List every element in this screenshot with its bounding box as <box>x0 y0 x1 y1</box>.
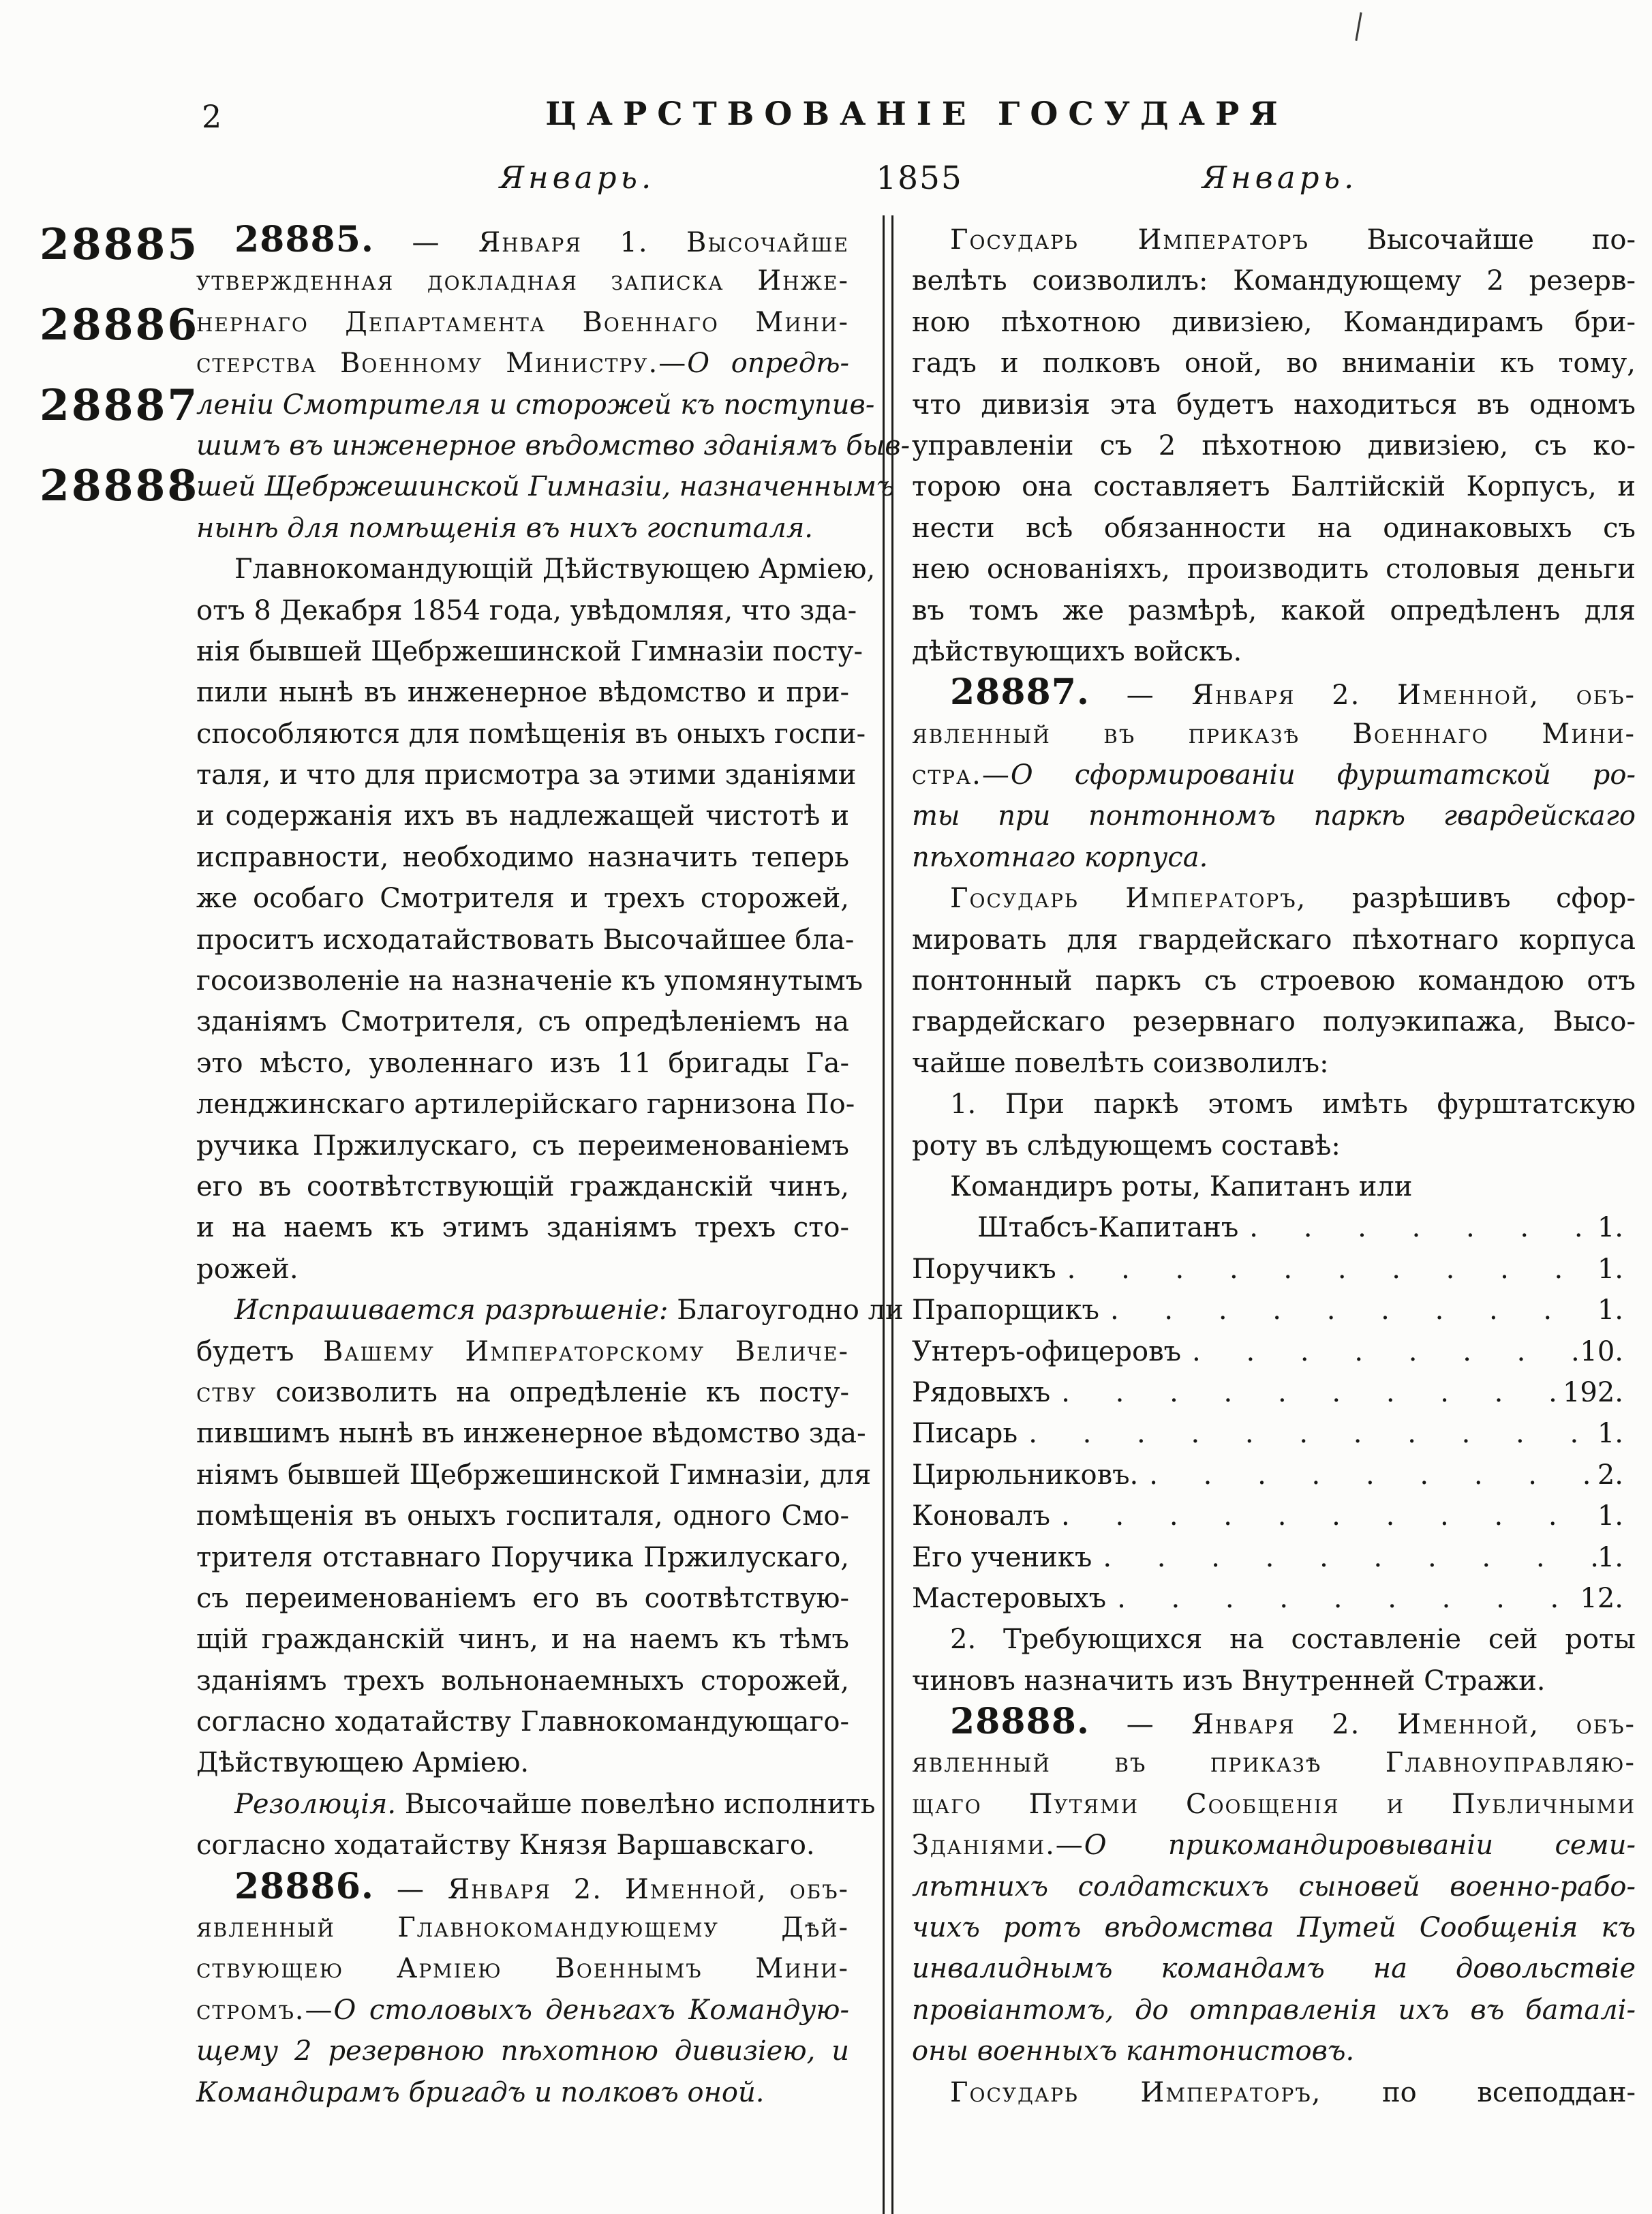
dot-leader <box>1056 1249 1597 1290</box>
text-line <box>196 960 863 1001</box>
text-segment: шимъ въ инженерное вѣдомство зданіямъ быв- <box>196 429 911 461</box>
text-line <box>196 1907 849 1948</box>
text-line <box>912 1784 1636 1825</box>
text-line <box>196 425 911 466</box>
text-segment: торою она составляетъ Балтійскій Корпусъ, и <box>912 471 1636 503</box>
text-line <box>196 1701 849 1742</box>
text-line <box>196 1166 849 1207</box>
month-label-right: Январь. <box>1202 160 1358 196</box>
text-segment: Испрашивается разрѣшеніе: <box>234 1294 669 1326</box>
text-segment: по всеподдан- <box>1321 2076 1636 2108</box>
text-segment: зданіямъ Смотрителя, съ опредѣленіемъ на <box>196 1006 849 1038</box>
text-line <box>196 1413 866 1454</box>
text-segment: Прапорщикъ <box>912 1294 1099 1326</box>
text-line <box>196 508 849 549</box>
text-line <box>196 1496 849 1536</box>
text-segment: мировать для гвардейскаго пѣхотнаго корпуса <box>912 924 1636 956</box>
text-segment: роту въ слѣдующемъ составѣ: <box>912 1129 1341 1162</box>
text-line <box>912 1001 1636 1042</box>
text-segment: что дивизія эта будетъ находиться въ одномъ <box>912 389 1636 421</box>
text-line <box>912 1619 1636 1660</box>
text-line <box>912 1207 1636 1248</box>
text-line <box>196 672 849 713</box>
text-segment: леніи Смотрителя и сторожей къ поступив- <box>196 389 875 421</box>
text-segment: и на наемъ къ этимъ зданіямъ трехъ сто- <box>196 1212 849 1244</box>
row-value: 1. <box>1597 1253 1623 1285</box>
text-segment: нынѣ для помѣщенія въ нихъ госпиталя. <box>196 512 814 544</box>
margin-numbers <box>40 219 200 511</box>
dot-leader <box>1138 1455 1597 1496</box>
text-line <box>196 1537 849 1578</box>
row-value: 1. <box>1597 1418 1623 1450</box>
text-segment: Штабсъ-Капитанъ <box>977 1212 1239 1244</box>
text-segment: Высочайше повелѣно исполнить <box>396 1788 876 1820</box>
text-line <box>196 755 857 795</box>
text-line <box>196 2031 849 2072</box>
text-segment: помѣщенія въ оныхъ госпиталя, одного Смо- <box>196 1500 849 1532</box>
text-segment: Вашему Императорскому Величе- <box>323 1335 849 1367</box>
text-line <box>196 1331 849 1372</box>
text-line <box>196 2072 849 2113</box>
text-line <box>912 1166 1636 1207</box>
text-segment: Унтеръ-офицеровъ <box>912 1335 1182 1367</box>
left-column <box>196 219 911 2113</box>
row-value: 1. <box>1597 1500 1623 1532</box>
text-line <box>196 837 849 878</box>
text-segment: — Января 2. Именной, объ- <box>374 1873 849 1905</box>
text-line <box>196 219 849 260</box>
text-line <box>912 755 1636 795</box>
dot-leader <box>1181 1331 1580 1372</box>
text-line <box>912 1866 1636 1907</box>
dot-leader <box>1018 1413 1597 1454</box>
text-segment: — Января 2. Именной, объ- <box>1090 680 1636 712</box>
running-title: ЦАРСТВОВАНІЕ ГОСУДАРЯ <box>545 95 1288 133</box>
row-value: 1. <box>1597 1294 1623 1326</box>
text-segment: согласно ходатайству Главнокомандующаго- <box>196 1706 849 1738</box>
page-number: 2 <box>202 98 222 135</box>
text-segment: нести всѣ обязанности на одинаковыхъ съ <box>912 512 1636 544</box>
text-segment: пѣхотнаго корпуса. <box>912 841 1208 873</box>
text-segment: Резолюція. <box>234 1788 397 1820</box>
text-line <box>196 1290 904 1331</box>
text-segment: явленный въ приказѣ Главноуправляю- <box>912 1747 1636 1779</box>
text-segment: О опредѣ- <box>687 348 849 380</box>
text-segment: Высочайше по- <box>1309 224 1636 256</box>
column-divider <box>883 215 893 2214</box>
text-line <box>196 1455 872 1496</box>
text-line <box>912 466 1636 507</box>
text-segment: Писарь <box>912 1418 1018 1450</box>
text-segment: дѣйствующихъ войскъ. <box>912 635 1242 667</box>
text-segment: явленный Главнокомандующему Дѣй- <box>196 1912 849 1944</box>
text-segment: — Января 1. Высочайше <box>374 227 849 258</box>
text-line <box>196 714 866 755</box>
text-line <box>912 219 1636 260</box>
text-segment: оны военныхъ кантонистовъ. <box>912 2035 1355 2067</box>
text-line <box>196 1784 876 1825</box>
text-line <box>196 795 849 836</box>
text-line <box>912 302 1636 343</box>
text-segment: гвардейскаго резервнаго полуэкипажа, Высо- <box>912 1006 1636 1038</box>
margin-article-number: 28886 <box>40 299 200 350</box>
text-line <box>196 1372 849 1413</box>
text-segment: его въ соотвѣтствующій гражданскій чинъ, <box>196 1170 849 1202</box>
text-line <box>912 343 1636 384</box>
text-segment: ручика Пржилускаго, съ переименованіемъ <box>196 1129 849 1162</box>
text-segment: стерства Военному Министру.— <box>196 348 688 380</box>
text-line <box>912 631 1636 672</box>
text-segment: утвержденная докладная записка Инже- <box>196 265 849 297</box>
text-segment: нею основаніяхъ, производить столовыя деньги <box>912 554 1636 586</box>
text-line <box>912 1331 1636 1372</box>
text-line <box>912 1455 1636 1496</box>
text-segment: лѣтнихъ солдатскихъ сыновей военно-рабо- <box>912 1870 1636 1902</box>
text-segment: и содержанія ихъ въ надлежащей чистотѣ и <box>196 800 849 832</box>
text-segment: госоизволеніе на назначеніе къ упомянутымъ <box>196 965 863 997</box>
text-segment: же особаго Смотрителя и трехъ сторожей, <box>196 883 849 915</box>
text-segment: 28888. <box>950 1701 1090 1743</box>
text-line <box>912 1578 1636 1619</box>
text-segment: Зданіями.— <box>912 1830 1084 1862</box>
text-segment: щаго Путями Сообщенія и Публичными <box>912 1788 1636 1820</box>
text-segment: Поручикъ <box>912 1253 1056 1285</box>
text-segment: Рядовыхъ <box>912 1376 1051 1408</box>
text-line <box>196 1084 855 1125</box>
text-segment: способляются для помѣщенія въ оныхъ госпи- <box>196 718 866 750</box>
text-segment: ству <box>196 1376 257 1408</box>
text-line <box>196 1948 849 1989</box>
text-segment: О прикомандировываніи семи- <box>1084 1830 1636 1862</box>
text-segment: исправности, необходимо назначить теперь <box>196 841 849 873</box>
text-segment: Государь Императоръ, <box>950 883 1307 915</box>
text-segment: съ переименованіемъ его въ соотвѣтствую- <box>196 1582 849 1614</box>
text-line <box>912 1990 1636 2031</box>
text-segment: будетъ <box>196 1335 323 1367</box>
text-line <box>196 920 855 960</box>
text-line <box>196 1825 849 1866</box>
text-segment: явленный въ приказѣ Военнаго Мини- <box>912 718 1636 750</box>
text-line <box>912 1084 1636 1125</box>
text-line <box>196 631 863 672</box>
text-segment: соизволить на опредѣленіе къ посту- <box>256 1376 849 1408</box>
text-segment: согласно ходатайству Князя Варшавскаго. <box>196 1830 815 1862</box>
text-line <box>912 837 1636 878</box>
text-line <box>912 1290 1636 1331</box>
text-line <box>912 2072 1636 2113</box>
text-segment: управленіи съ 2 пѣхотною дивизіею, съ ко- <box>912 429 1636 461</box>
text-segment: 28887. <box>950 671 1090 714</box>
text-line <box>912 1043 1636 1084</box>
text-line <box>912 1413 1636 1454</box>
text-segment: 28885. <box>234 219 375 260</box>
text-line <box>912 1125 1636 1166</box>
text-segment: Благоугодно ли <box>668 1294 904 1326</box>
margin-article-number: 28887 <box>40 380 200 430</box>
dot-leader <box>1050 1496 1597 1536</box>
text-line <box>912 590 1636 631</box>
text-segment: стромъ.— <box>196 1994 334 2026</box>
text-segment: въ томъ же размѣрѣ, какой опредѣленъ для <box>912 594 1636 626</box>
text-line <box>912 1742 1636 1783</box>
row-value: 1. <box>1597 1212 1623 1244</box>
text-line <box>196 1660 849 1701</box>
text-line <box>196 1207 849 1248</box>
dot-leader <box>1050 1372 1563 1413</box>
text-segment: нернаго Департамента Военнаго Мини- <box>196 306 849 338</box>
text-line <box>196 1249 849 1290</box>
text-line <box>912 1907 1636 1948</box>
dot-leader <box>1092 1537 1597 1578</box>
text-line <box>912 795 1636 836</box>
text-segment: Главнокомандующій Дѣйствующею Арміею, <box>234 554 876 586</box>
text-segment: щему 2 резервною пѣхотною дивизіею, и <box>196 2035 849 2067</box>
text-line <box>912 1701 1636 1742</box>
text-segment: Цирюльниковъ. <box>912 1459 1139 1491</box>
text-segment: Командиръ роты, Капитанъ или <box>950 1170 1413 1202</box>
text-line <box>912 960 1636 1001</box>
text-segment: пившимъ нынѣ въ инженерное вѣдомство зда- <box>196 1418 866 1450</box>
text-segment: шей Щебржешинской Гимназіи, назначеннымъ <box>196 471 895 503</box>
text-segment: ленджинскаго артилерійскаго гарнизона По- <box>196 1089 855 1121</box>
text-line <box>912 878 1636 919</box>
row-value: 10. <box>1580 1335 1623 1367</box>
text-line <box>196 466 895 507</box>
text-line <box>196 549 876 590</box>
text-segment: Мастеровыхъ <box>912 1582 1107 1614</box>
text-segment: Командирамъ бригадъ и полковъ оной. <box>196 2076 765 2108</box>
scan-artifact <box>1355 12 1362 41</box>
text-segment: разрѣшивъ сфор- <box>1306 883 1636 915</box>
text-segment: 2. Требующихся на составленіе сей роты <box>950 1624 1636 1656</box>
row-value: 12. <box>1580 1582 1623 1614</box>
text-segment: чиновъ назначить изъ Внутренней Стражи. <box>912 1665 1546 1697</box>
text-segment: таля, и что для присмотра за этими зданіями <box>196 759 857 791</box>
text-segment: О сформированіи фурштатской ро- <box>1010 759 1636 791</box>
text-segment: Его ученикъ <box>912 1541 1092 1573</box>
text-line <box>912 508 1636 549</box>
dot-leader <box>1238 1207 1597 1248</box>
text-segment: 28886. <box>234 1865 375 1907</box>
text-segment: трителя отставнаго Поручика Пржилускаго, <box>196 1541 849 1573</box>
row-value: 2. <box>1597 1459 1623 1491</box>
text-line <box>196 384 875 425</box>
text-segment: зданіямъ трехъ вольнонаемныхъ сторожей, <box>196 1665 849 1697</box>
text-line <box>196 1619 849 1660</box>
text-line <box>912 1825 1636 1866</box>
text-line <box>912 714 1636 755</box>
text-line <box>196 1125 849 1166</box>
right-column <box>912 219 1636 2113</box>
text-segment: рожей. <box>196 1253 299 1285</box>
text-segment: 1. При паркѣ этомъ имѣть фурштатскую <box>950 1089 1636 1121</box>
text-line <box>912 384 1636 425</box>
row-value: 1. <box>1597 1541 1623 1573</box>
text-line <box>196 302 849 343</box>
year-label: 1855 <box>876 160 963 197</box>
text-line <box>912 920 1636 960</box>
text-line <box>912 425 1636 466</box>
dot-leader <box>1099 1290 1597 1331</box>
text-segment: отъ 8 Декабря 1854 года, увѣдомляя, что зда- <box>196 594 857 626</box>
margin-article-number: 28885 <box>40 219 200 269</box>
text-line <box>912 1537 1636 1578</box>
text-segment: щій гражданскій чинъ, и на наемъ къ тѣмъ <box>196 1624 849 1656</box>
text-line <box>196 260 849 301</box>
text-segment: — Января 2. Именной, объ- <box>1090 1709 1636 1741</box>
text-segment: ніямъ бывшей Щебржешинской Гимназіи, для <box>196 1459 872 1491</box>
text-segment: О столовыхъ деньгахъ Командую- <box>333 1994 849 2026</box>
text-line <box>912 1660 1636 1701</box>
text-line <box>196 1742 849 1783</box>
text-line <box>912 1496 1636 1536</box>
text-segment: это мѣсто, уволеннаго изъ 11 бригады Га- <box>196 1047 849 1079</box>
text-segment: ною пѣхотною дивизіею, Командирамъ бри- <box>912 306 1636 338</box>
text-segment: чайше повелѣть соизволилъ: <box>912 1047 1329 1079</box>
text-segment: стра.— <box>912 759 1011 791</box>
text-segment: гадъ и полковъ оной, во вниманіи къ тому, <box>912 348 1636 380</box>
text-line <box>912 1249 1636 1290</box>
text-segment: ствующею Арміею Военнымъ Мини- <box>196 1953 849 1985</box>
margin-article-number: 28888 <box>40 460 200 511</box>
text-line <box>912 260 1636 301</box>
text-segment: Государь Императоръ, <box>950 2076 1322 2108</box>
text-segment: ты при понтонномъ паркѣ гвардейскаго <box>912 800 1636 832</box>
text-segment: пили нынѣ въ инженерное вѣдомство и при- <box>196 677 849 709</box>
text-line <box>912 1948 1636 1989</box>
text-line <box>196 590 857 631</box>
text-segment: нія бывшей Щебржешинской Гимназіи посту- <box>196 635 863 667</box>
text-line <box>912 2031 1636 2072</box>
text-line <box>196 1578 849 1619</box>
text-line <box>196 343 849 384</box>
text-segment: понтонный паркъ съ строевою командою отъ <box>912 965 1636 997</box>
text-segment: Коновалъ <box>912 1500 1051 1532</box>
text-segment: Государь Императоръ <box>950 224 1309 256</box>
text-line <box>196 1990 849 2031</box>
text-segment: провіантомъ, до отправленія ихъ въ баталі- <box>912 1994 1636 2026</box>
text-line <box>912 1372 1636 1413</box>
text-line <box>196 1001 849 1042</box>
text-segment: велѣть соизволилъ: Командующему 2 резерв- <box>912 265 1636 297</box>
text-line <box>196 1866 849 1907</box>
text-segment: чихъ ротъ вѣдомства Путей Сообщенія къ <box>912 1912 1636 1944</box>
text-segment: Дѣйствующею Арміею. <box>196 1747 530 1779</box>
text-line <box>912 672 1636 713</box>
text-line <box>912 549 1636 590</box>
row-value: 192. <box>1562 1376 1623 1408</box>
text-segment: проситъ исходатайствовать Высочайшее бла- <box>196 924 855 956</box>
text-line <box>196 1043 849 1084</box>
text-segment: инвалиднымъ командамъ на довольствіе <box>912 1953 1636 1985</box>
dot-leader <box>1106 1578 1580 1619</box>
text-line <box>196 878 849 919</box>
subheader <box>0 160 1652 207</box>
month-label-left: Январь. <box>499 160 656 196</box>
